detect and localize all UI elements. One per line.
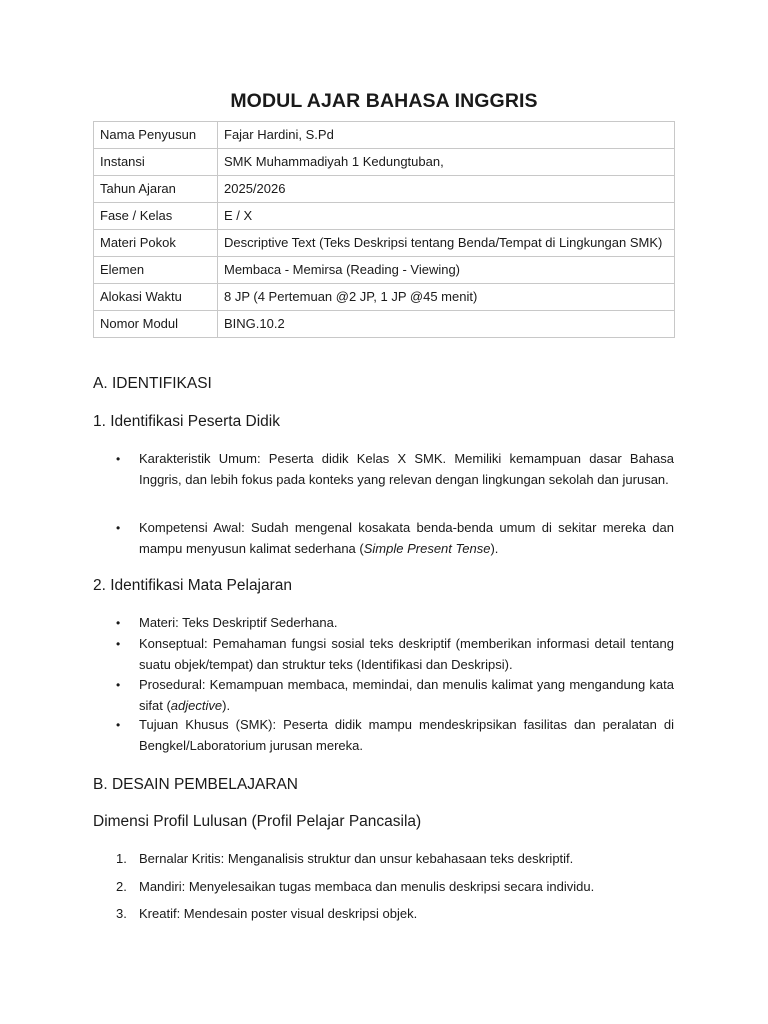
table-row (94, 230, 675, 257)
row-value: Descriptive Text (Teks Deskripsi tentang Benda/Tempat di Lingkungan SMK) (218, 230, 675, 257)
document-title: MODUL AJAR BAHASA INGGRIS (230, 90, 538, 112)
section-a-heading: A. IDENTIFIKASI (93, 375, 212, 392)
bullet-icon: • (116, 452, 121, 466)
info-table (93, 121, 675, 338)
row-label: Tahun Ajaran (94, 176, 218, 203)
table-row (94, 176, 675, 203)
row-label: Nama Penyusun (94, 122, 218, 149)
section-b-heading: B. DESAIN PEMBELAJARAN (93, 776, 299, 793)
list-item: Kreatif: Mendesain poster visual deskripsi objek. (139, 906, 418, 921)
list-number: 2. (116, 879, 127, 894)
row-value: BING.10.2 (218, 311, 675, 338)
bullet-icon: • (116, 616, 121, 630)
bullet-karakteristik: Karakteristik Umum: Peserta didik Kelas X SMK. Memiliki kemampuan dasar Bahasa Inggris, dan lebih fokus pada konteks yang relevan dengan lingkungan sekolah dan jurusan. (139, 451, 674, 487)
bullet-konseptual: Konseptual: Pemahaman fungsi sosial teks deskriptif (memberikan informasi detail tentang suatu objek/tempat) dan struktur teks (Identifikasi dan Deskripsi). (139, 636, 674, 672)
row-label: Nomor Modul (94, 311, 218, 338)
table-row (94, 257, 675, 284)
bullet-tujuan: Tujuan Khusus (SMK): Peserta didik mampu mendeskripsikan fasilitas dan peralatan di Bengkel/Laboratorium jurusan mereka. (139, 717, 674, 753)
row-label: Instansi (94, 149, 218, 176)
identifikasi-peserta-didik-heading: 1. Identifikasi Peserta Didik (93, 413, 280, 430)
row-value: E / X (218, 203, 675, 230)
bullet-icon: • (116, 718, 121, 732)
bullet-icon: • (116, 521, 121, 535)
row-label: Elemen (94, 257, 218, 284)
bullet-materi: Materi: Teks Deskriptif Sederhana. (139, 615, 338, 630)
row-value: Fajar Hardini, S.Pd (218, 122, 675, 149)
bullet-icon: • (116, 678, 121, 692)
table-row (94, 122, 675, 149)
identifikasi-mata-pelajaran-heading: 2. Identifikasi Mata Pelajaran (93, 577, 293, 594)
bullet-prosedural: Prosedural: Kemampuan membaca, memindai, dan menulis kalimat yang mengandung kata sifat (adjective). (139, 677, 674, 713)
list-number: 3. (116, 906, 127, 921)
list-item: Bernalar Kritis: Menganalisis struktur dan unsur kebahasaan teks deskriptif. (139, 851, 574, 866)
row-value: SMK Muhammadiyah 1 Kedungtuban, (218, 149, 675, 176)
bullet-kompetensi: Kompetensi Awal: Sudah mengenal kosakata benda-benda umum di sekitar mereka dan mampu menyusun kalimat sederhana (Simple Present Tense). (139, 520, 674, 556)
bullet-icon: • (116, 637, 121, 651)
dimensi-profil-heading: Dimensi Profil Lulusan (Profil Pelajar Pancasila) (93, 813, 422, 830)
row-label: Fase / Kelas (94, 203, 218, 230)
table-row (94, 203, 675, 230)
table-row (94, 149, 675, 176)
row-value: Membaca - Memirsa (Reading - Viewing) (218, 257, 675, 284)
row-label: Materi Pokok (94, 230, 218, 257)
row-value: 2025/2026 (218, 176, 675, 203)
row-label: Alokasi Waktu (94, 284, 218, 311)
row-value: 8 JP (4 Pertemuan @2 JP, 1 JP @45 menit) (218, 284, 675, 311)
list-item: Mandiri: Menyelesaikan tugas membaca dan menulis deskripsi secara individu. (139, 879, 595, 894)
table-row (94, 311, 675, 338)
list-number: 1. (116, 851, 127, 866)
table-row (94, 284, 675, 311)
